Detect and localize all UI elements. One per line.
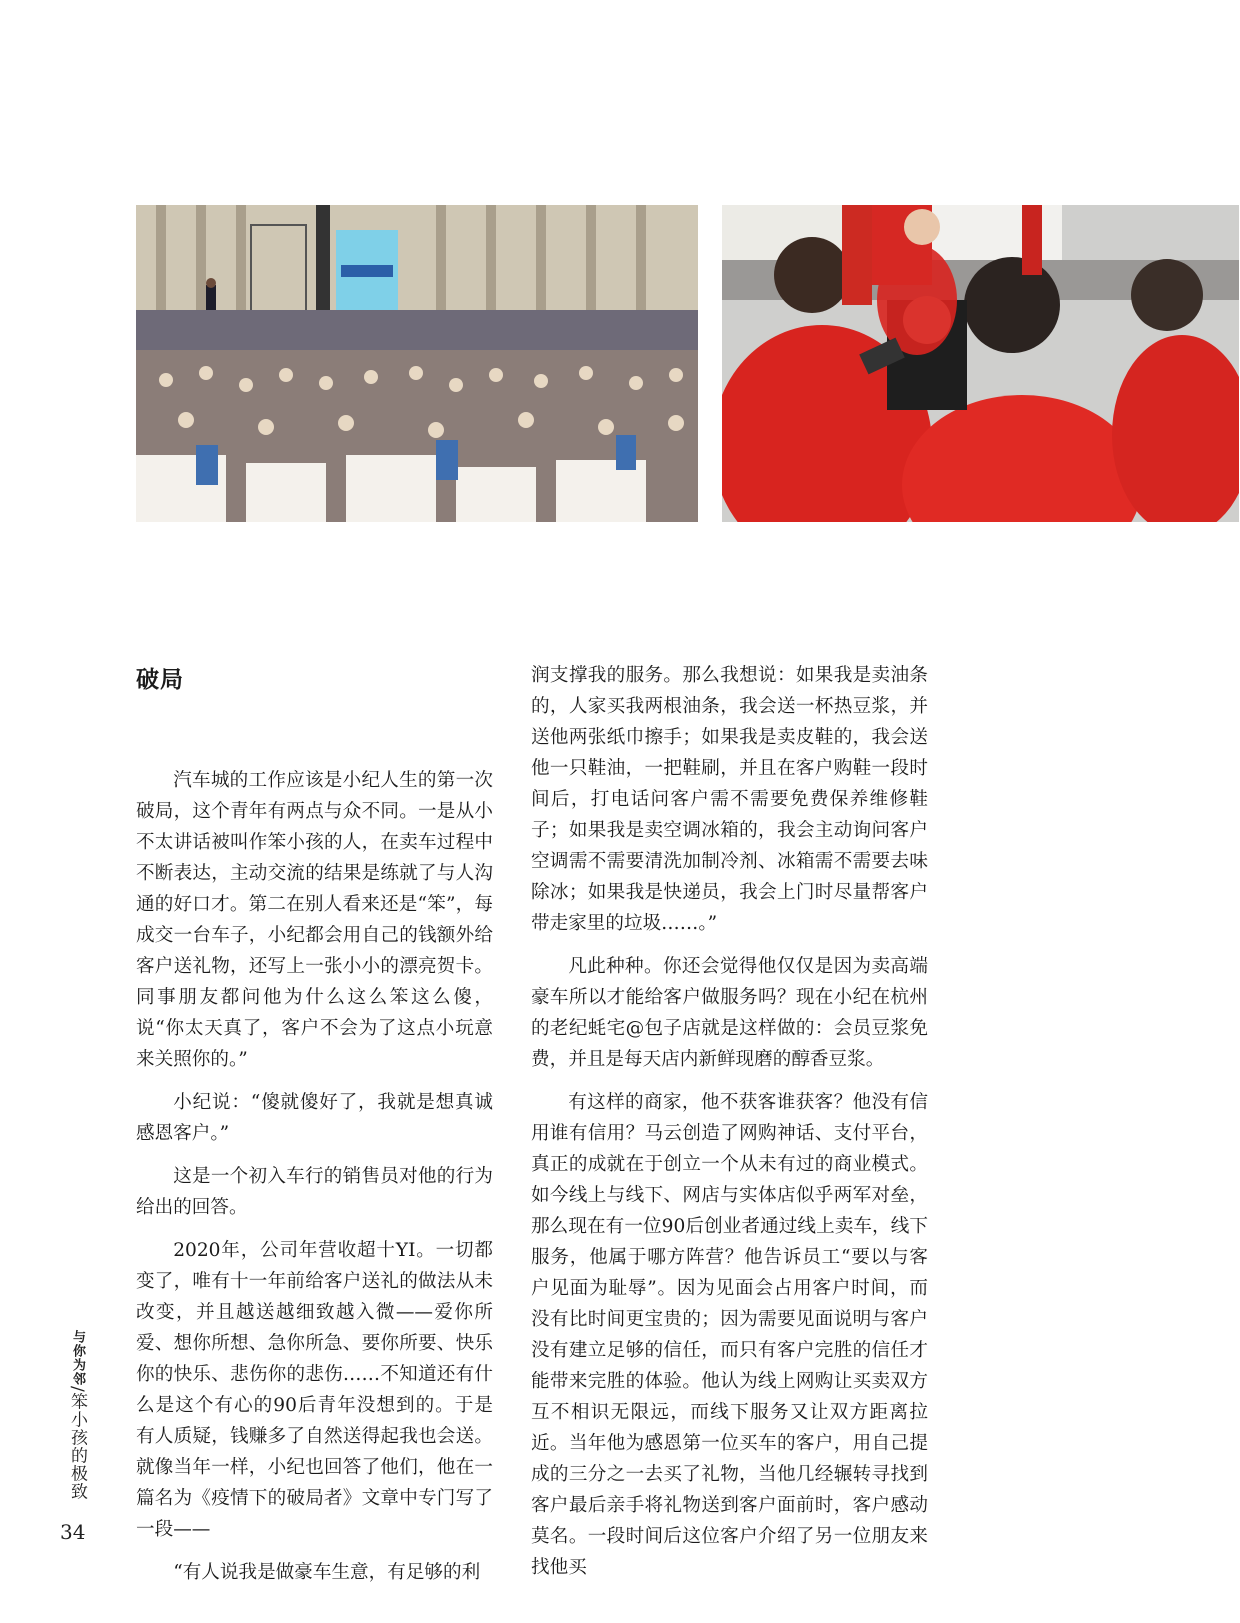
page-number: 34 (60, 1520, 86, 1544)
column-name: 与你为邻 (70, 1330, 85, 1386)
paragraph: 有这样的商家，他不获客谁获客？他没有信用谁有信用？马云创造了网购神话、支付平台，真正的成就在于创立一个从未有过的商业模式。如今线上与线下、网店与实体店似乎两军对垒，那么现在有一位90后创业者通过线上卖车，线下服务，他属于哪方阵营？他告诉员工“要以与客户见面为耻辱”。因为见面会占用客户时间，而没有比时间更宝贵的；因为需要见面说明与客户没有建立足够的信任，而只有客户完胜的信任才能带来完胜的体验。他认为线上网购让买卖双方互不相识无限远，而线下服务又让双方距离拉近。当年他为感恩第一位买车的客户，用自己提成的三分之一去买了礼物，当他几经辗转寻找到客户最后亲手将礼物送到客户面前时，客户感动莫名。一段时间后这位客户介绍了另一位朋友来找他买 (531, 1092, 928, 1578)
paragraph: 小纪说：“傻就傻好了，我就是想真诚感恩客户。” (136, 1092, 493, 1144)
separator: / (67, 1386, 87, 1393)
article-column-left (136, 656, 493, 1600)
article-column-right (531, 660, 928, 1595)
section-title: 破局 (136, 666, 184, 693)
paragraph: “有人说我是做豪车生意，有足够的利 (173, 1562, 481, 1583)
paragraph: 汽车城的工作应该是小纪人生的第一次破局，这个青年有两点与众不同。一是从小不太讲话被叫作笨小孩的人，在卖车过程中不断表达，主动交流的结果是练就了与人沟通的好口才。第二在别人看来还是“笨”，每成交一台车子，小纪都会用自己的钱额外给客户送礼物，还写上一张小小的漂亮贺卡。同事朋友都问他为什么这么笨这么傻，说“你太天真了，客户不会为了这点小玩意来关照你的。” (136, 770, 493, 1070)
paragraph: 润支撑我的服务。那么我想说：如果我是卖油条的，人家买我两根油条，我会送一杯热豆浆，并送他两张纸巾擦手；如果我是卖皮鞋的，我会送他一只鞋油，一把鞋刷，并且在客户购鞋一段时间后，打电话问客户需不需要免费保养维修鞋子；如果我是卖空调冰箱的，我会主动询问客户空调需不需要清洗加制冷剂、冰箱需不需要去味除冰；如果我是快递员，我会上门时尽量帮客户带走家里的垃圾……。” (531, 665, 928, 934)
article-title: 笨小孩的极致 (67, 1392, 87, 1501)
paragraph: 2020年，公司年营收超十YI。一切都变了，唯有十一年前给客户送礼的做法从未改变，并且越送越细致越入微——爱你所爱、想你所想、急你所急、要你所要、快乐你的快乐、悲伤你的悲伤……不知道还有什么是这个有心的90后青年没想到的。于是有人质疑，钱赚多了自然送得起我也会送。就像当年一样，小纪也回答了他们，他在一篇名为《疫情下的破局者》文章中专门写了一段—— (136, 1240, 493, 1540)
team-red-hoodies-photo (722, 205, 1239, 522)
conference-audience-photo (136, 205, 698, 522)
paragraph: 这是一个初入车行的销售员对他的行为给出的回答。 (136, 1166, 493, 1218)
paragraph: 凡此种种。你还会觉得他仅仅是因为卖高端豪车所以才能给客户做服务吗？现在小纪在杭州的老纪蚝宅@包子店就是这样做的：会员豆浆免费，并且是每天店内新鲜现磨的醇香豆浆。 (531, 956, 928, 1070)
running-header (60, 1330, 90, 1501)
